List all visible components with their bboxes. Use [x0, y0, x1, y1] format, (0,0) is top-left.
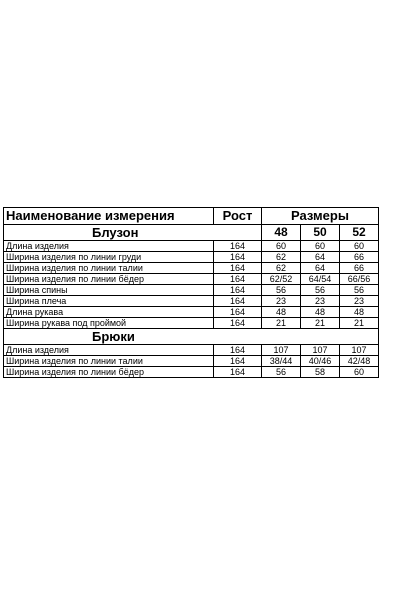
- table-row: [4, 274, 379, 285]
- trousers-rows: [4, 345, 379, 378]
- size-52: 52: [340, 225, 379, 241]
- measurement-header: Наименование измерения: [4, 208, 214, 225]
- table-row: [4, 356, 379, 367]
- measurement-name: Ширина рукава под проймой: [4, 318, 214, 329]
- height-value: 164: [214, 345, 262, 356]
- table-row: [4, 263, 379, 274]
- header-row: [4, 208, 379, 225]
- height-value: 164: [214, 285, 262, 296]
- measurement-name: Ширина изделия по линии бёдер: [4, 367, 214, 378]
- size-value: 60: [340, 367, 379, 378]
- height-value: 164: [214, 296, 262, 307]
- table-row: [4, 307, 379, 318]
- height-value: 164: [214, 318, 262, 329]
- size-48: 48: [262, 225, 301, 241]
- sizes-header: Размеры: [262, 208, 379, 225]
- size-value: 48: [262, 307, 301, 318]
- measurement-name: Ширина изделия по линии талии: [4, 356, 214, 367]
- size-value: 64: [301, 263, 340, 274]
- trousers-title: Брюки: [4, 329, 379, 345]
- height-value: 164: [214, 252, 262, 263]
- size-value: 56: [340, 285, 379, 296]
- size-chart: [3, 207, 379, 378]
- size-value: 48: [340, 307, 379, 318]
- blouse-section-row: [4, 225, 379, 241]
- size-value: 23: [262, 296, 301, 307]
- size-value: 48: [301, 307, 340, 318]
- table-row: [4, 252, 379, 263]
- table-row: [4, 318, 379, 329]
- measurement-name: Ширина плеча: [4, 296, 214, 307]
- size-value: 62/52: [262, 274, 301, 285]
- blouse-rows: [4, 241, 379, 329]
- trousers-section-row: [4, 329, 379, 345]
- measurement-name: Ширина изделия по линии талии: [4, 263, 214, 274]
- table-row: [4, 296, 379, 307]
- size-value: 60: [301, 241, 340, 252]
- size-50: 50: [301, 225, 340, 241]
- size-value: 42/48: [340, 356, 379, 367]
- measurement-name: Ширина спины: [4, 285, 214, 296]
- size-value: 23: [340, 296, 379, 307]
- height-value: 164: [214, 274, 262, 285]
- height-value: 164: [214, 367, 262, 378]
- size-value: 56: [301, 285, 340, 296]
- table-row: [4, 367, 379, 378]
- measurement-name: Длина рукава: [4, 307, 214, 318]
- size-value: 40/46: [301, 356, 340, 367]
- measurement-name: Ширина изделия по линии бёдер: [4, 274, 214, 285]
- size-value: 66: [340, 263, 379, 274]
- size-value: 60: [262, 241, 301, 252]
- size-value: 21: [301, 318, 340, 329]
- size-value: 107: [340, 345, 379, 356]
- size-value: 107: [262, 345, 301, 356]
- size-value: 38/44: [262, 356, 301, 367]
- height-value: 164: [214, 307, 262, 318]
- size-value: 21: [340, 318, 379, 329]
- size-value: 66/56: [340, 274, 379, 285]
- size-value: 107: [301, 345, 340, 356]
- size-value: 64/54: [301, 274, 340, 285]
- size-value: 62: [262, 252, 301, 263]
- size-value: 56: [262, 367, 301, 378]
- table-row: [4, 285, 379, 296]
- size-value: 62: [262, 263, 301, 274]
- size-value: 66: [340, 252, 379, 263]
- size-value: 64: [301, 252, 340, 263]
- size-table: [3, 207, 379, 378]
- measurement-name: Длина изделия: [4, 345, 214, 356]
- blouse-title: Блузон: [4, 225, 262, 241]
- size-value: 23: [301, 296, 340, 307]
- table-row: [4, 345, 379, 356]
- size-value: 60: [340, 241, 379, 252]
- height-value: 164: [214, 263, 262, 274]
- height-header: Рост: [214, 208, 262, 225]
- size-value: 58: [301, 367, 340, 378]
- size-value: 56: [262, 285, 301, 296]
- measurement-name: Ширина изделия по линии груди: [4, 252, 214, 263]
- size-value: 21: [262, 318, 301, 329]
- table-row: [4, 241, 379, 252]
- height-value: 164: [214, 356, 262, 367]
- measurement-name: Длина изделия: [4, 241, 214, 252]
- height-value: 164: [214, 241, 262, 252]
